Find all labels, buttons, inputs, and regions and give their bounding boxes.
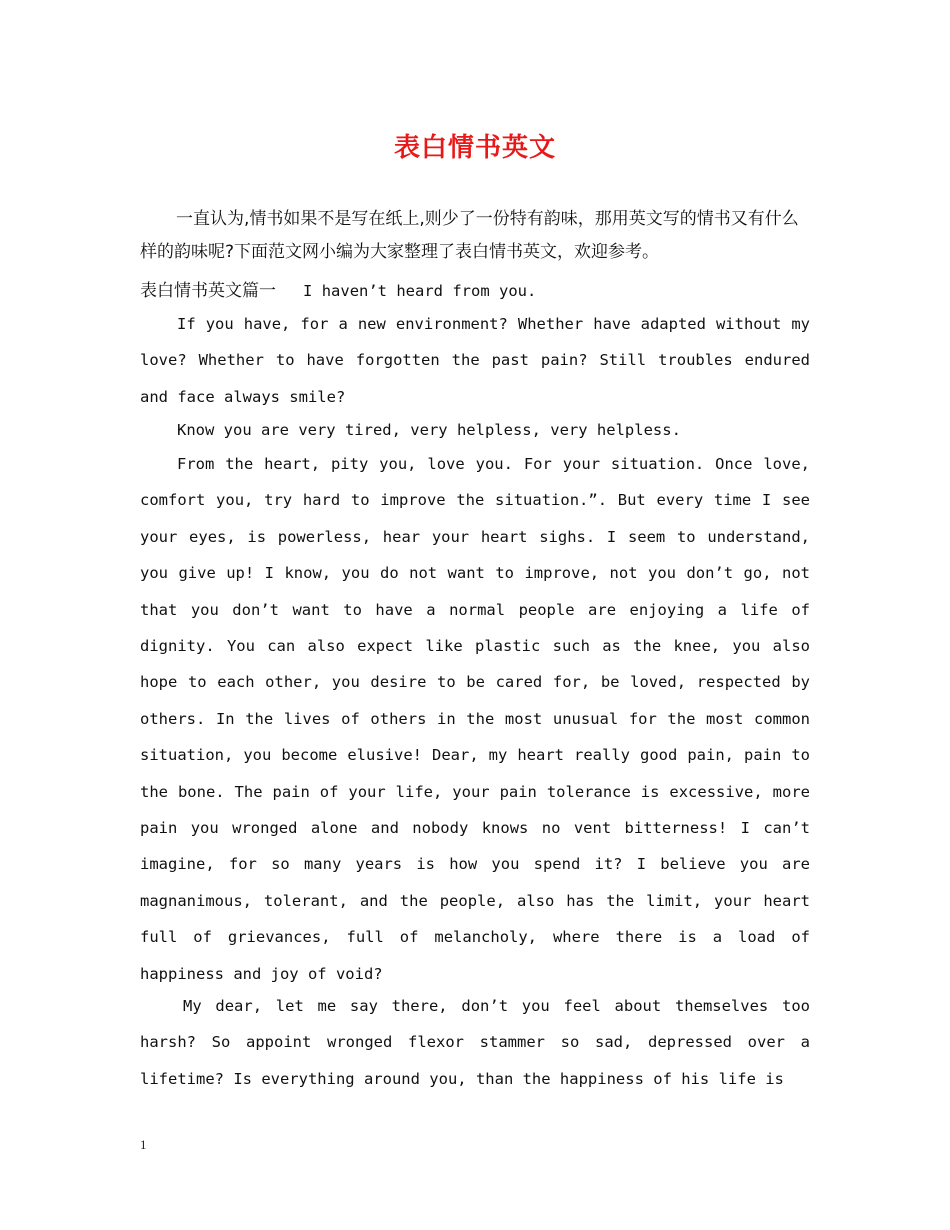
paragraph-4: My dear, let me say there, don’t you feel about themselves too harsh? So appoint wronged flexor stammer so sad, depressed over a lifetime? Is everything around you, than the happiness of his life is (140, 997, 810, 1088)
section-first-line: I haven’t heard from you. (303, 282, 537, 300)
intro-paragraph: 一直认为,情书如果不是写在纸上,则少了一份特有韵味，那用英文写的情书又有什么样的韵味呢?下面范文网小编为大家整理了表白情书英文，欢迎参考。 (140, 209, 799, 262)
paragraph-3: From the heart, pity you, love you. For your situation. Once love, comfort you, try hard to improve the situation.”. But every time I see your eyes, is powerless, hear your heart sighs. I seem to understand, you give up! I know, you do not want to improve, not you don’t go, not that you don’t want to have a normal people are enjoying a life of dignity. You can also expect like plastic such as the knee, you also hope to each other, you desire to be cared for, be loved, respected by others. In the lives of others in the most unusual for the most common situation, you become elusive! Dear, my heart really good pain, pain to the bone. The pain of your life, your pain tolerance is excessive, more pain you wronged alone and nobody knows no vent bitterness! I can’t imagine, for so many years is how you spend it? I believe you are magnanimous, tolerant, and the people, also has the limit, your heart full of grievances, full of melancholy, where there is a load of happiness and joy of void? (140, 455, 810, 983)
paragraph-1: If you have, for a new environment? Whether have adapted without my love? Whether to have forgotten the past pain? Still troubles endured and face always smile? (140, 315, 810, 406)
page-number: 1 (140, 1137, 147, 1152)
section-heading-line (140, 275, 810, 308)
section-heading: 表白情书英文篇一 (140, 281, 276, 301)
page-title: 表白情书英文 (393, 133, 556, 163)
paragraph-2: Know you are very tired, very helpless, very helpless. (177, 421, 681, 439)
